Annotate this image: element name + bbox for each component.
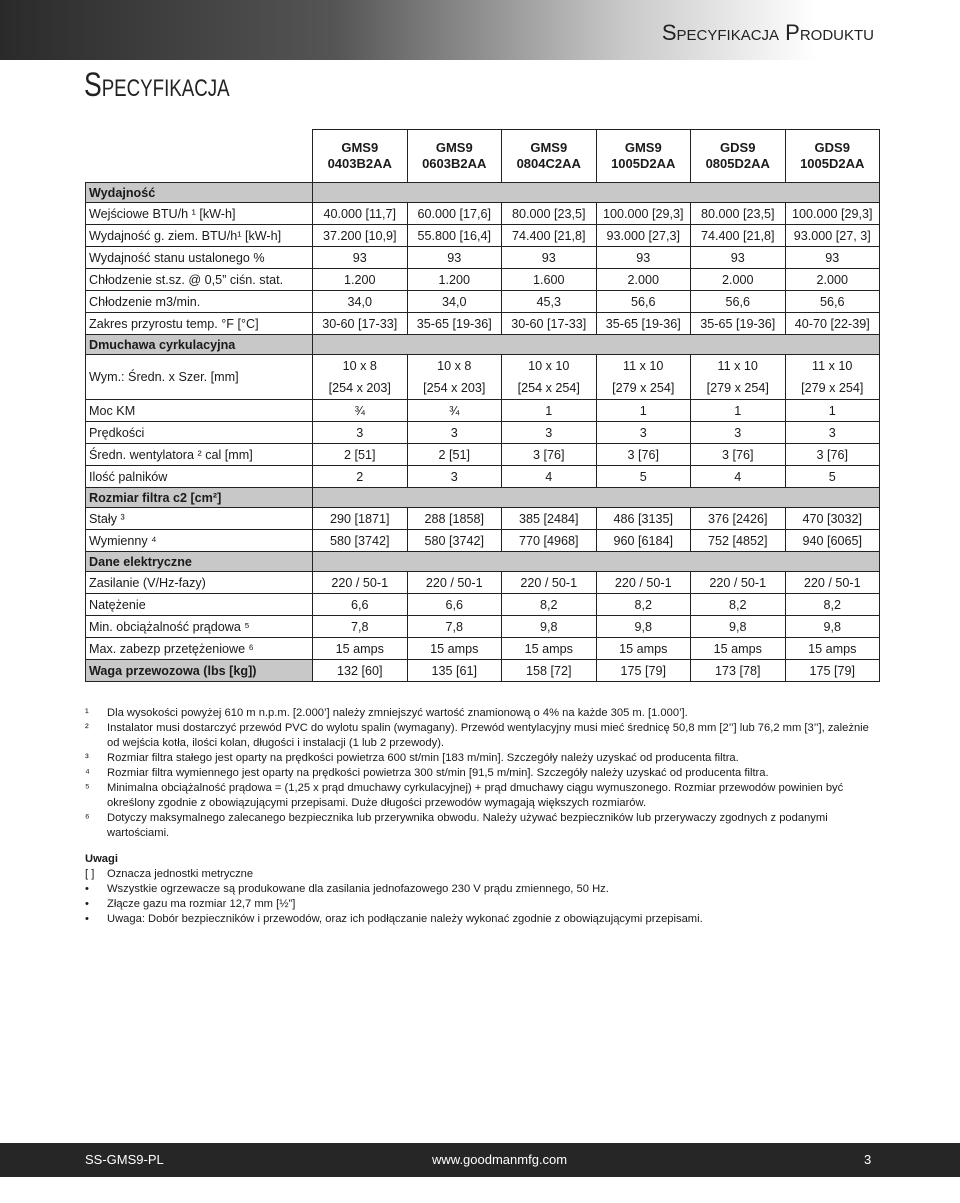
table-cell: 486 [3135] — [596, 508, 691, 530]
table-cell-line: 11 x 10 — [717, 359, 758, 373]
spec-table — [85, 129, 880, 682]
table-cell: 2.000 — [596, 269, 691, 291]
table-cell: 74.400 [21,8] — [691, 225, 786, 247]
table-cell: 56,6 — [691, 291, 786, 313]
table-cell: 580 [3742] — [313, 530, 408, 552]
model-header — [407, 130, 502, 183]
table-cell: 34,0 — [313, 291, 408, 313]
table-cell-line: 10 x 10 — [528, 359, 570, 373]
section-title: Dane elektryczne — [86, 552, 313, 572]
table-cell: 45,3 — [502, 291, 597, 313]
table-cell: 158 [72] — [502, 660, 597, 682]
table-cell-line: [254 x 203] — [328, 381, 391, 395]
model-header-line: 0603B2AA — [422, 156, 487, 171]
row-label: Wymienny ⁴ — [86, 530, 313, 552]
table-cell: 220 / 50-1 — [407, 572, 502, 594]
table-cell: 40.000 [11,7] — [313, 203, 408, 225]
header-corner — [86, 130, 313, 183]
footnote — [85, 721, 875, 751]
table-row — [86, 638, 880, 660]
table-row — [86, 247, 880, 269]
model-header-line: 1005D2AA — [611, 156, 676, 171]
table-cell — [502, 355, 597, 400]
model-header-line: 0804C2AA — [516, 156, 581, 171]
table-cell: 9,8 — [596, 616, 691, 638]
table-cell: 580 [3742] — [407, 530, 502, 552]
table-cell: 93 — [313, 247, 408, 269]
row-label: Wym.: Średn. x Szer. [mm] — [86, 355, 313, 400]
footnote-text: Dotyczy maksymalnego zalecanego bezpiecznika lub przerywnika obwodu. Należy używać bezpieczników lub przerywaczy zgodnych z podanymi wartościami. — [107, 812, 828, 839]
table-cell: 220 / 50-1 — [502, 572, 597, 594]
table-cell: 93.000 [27,3] — [596, 225, 691, 247]
table-cell: 93 — [691, 247, 786, 269]
note-text: Złącze gazu ma rozmiar 12,7 mm [½”] — [107, 898, 296, 910]
model-header-line: GDS9 — [720, 140, 756, 155]
note-text: Wszystkie ogrzewacze są produkowane dla zasilania jednofazowego 230 V prądu zmiennego, 50 Hz. — [107, 883, 609, 895]
table-cell-line: [279 x 254] — [706, 381, 769, 395]
footnote — [85, 781, 875, 811]
row-label: Prędkości — [86, 422, 313, 444]
table-cell: 60.000 [17,6] — [407, 203, 502, 225]
table-cell: 376 [2426] — [691, 508, 786, 530]
table-cell: 93.000 [27, 3] — [785, 225, 880, 247]
table-cell: 3 [76] — [691, 444, 786, 466]
table-cell: 1.600 — [502, 269, 597, 291]
table-cell: 15 amps — [407, 638, 502, 660]
table-row — [86, 466, 880, 488]
row-label: Max. zabezp przetężeniowe ⁶ — [86, 638, 313, 660]
model-header-line: GMS9 — [435, 140, 473, 155]
table-cell: 1.200 — [407, 269, 502, 291]
table-cell — [596, 355, 691, 400]
section-filler — [313, 552, 880, 572]
table-cell: 30-60 [17-33] — [313, 313, 408, 335]
table-cell: 220 / 50-1 — [596, 572, 691, 594]
table-cell: 4 — [691, 466, 786, 488]
table-row — [86, 422, 880, 444]
section-title: Wydajność — [86, 183, 313, 203]
table-cell: ¾ — [407, 400, 502, 422]
row-label: Wejściowe BTU/h ¹ [kW-h] — [86, 203, 313, 225]
footnote-text: Rozmiar filtra wymiennego jest oparty na prędkości powietrza 300 st/min [91,5 m/min]. Szczegóły należy uzyskać od producenta filtra. — [107, 767, 769, 779]
notes-list — [85, 867, 875, 927]
note-mark: • — [85, 883, 89, 895]
note-mark: [ ] — [85, 868, 95, 880]
table-cell: 220 / 50-1 — [691, 572, 786, 594]
table-cell: 5 — [596, 466, 691, 488]
table-cell: 15 amps — [785, 638, 880, 660]
table-cell: 2.000 — [691, 269, 786, 291]
note-item — [85, 897, 875, 912]
row-label: Ilość palników — [86, 466, 313, 488]
note-text: Uwaga: Dobór bezpieczników i przewodów, oraz ich podłączanie należy wykonać zgodnie z obowiązującymi przepisami. — [107, 913, 703, 925]
notes-title: Uwagi — [85, 853, 118, 865]
website: www.goodmanmfg.com — [432, 1152, 568, 1167]
table-cell: 3 — [691, 422, 786, 444]
table-cell-line: [254 x 254] — [517, 381, 580, 395]
row-label: Stały ³ — [86, 508, 313, 530]
footnote-mark: ⁶ — [85, 812, 90, 824]
table-header-row — [86, 130, 880, 183]
section-title: Waga przewozowa (lbs [kg]) — [86, 660, 313, 682]
table-row — [86, 269, 880, 291]
table-cell: 9,8 — [785, 616, 880, 638]
table-cell-line: 10 x 8 — [342, 359, 377, 373]
table-cell: 6,6 — [407, 594, 502, 616]
table-cell: 2 — [313, 466, 408, 488]
footnote — [85, 766, 875, 781]
table-cell: 93 — [502, 247, 597, 269]
row-label: Zasilanie (V/Hz-fazy) — [86, 572, 313, 594]
table-cell: 55.800 [16,4] — [407, 225, 502, 247]
table-cell: 1 — [785, 400, 880, 422]
table-cell: 220 / 50-1 — [785, 572, 880, 594]
table-row — [86, 400, 880, 422]
table-cell: 40-70 [22-39] — [785, 313, 880, 335]
page-title: Specyfikacja — [84, 66, 230, 104]
table-cell: 34,0 — [407, 291, 502, 313]
row-label: Średn. wentylatora ² cal [mm] — [86, 444, 313, 466]
table-cell: 752 [4852] — [691, 530, 786, 552]
model-header — [313, 130, 408, 183]
footnote-text: Dla wysokości powyżej 610 m n.p.m. [2.000’] należy zmniejszyć wartość znamionową o 4% na każde 305 m. [1.000’]. — [107, 707, 688, 719]
table-cell: 385 [2484] — [502, 508, 597, 530]
table-cell: 2.000 — [785, 269, 880, 291]
table-cell: 1 — [596, 400, 691, 422]
table-cell-line: [279 x 254] — [612, 381, 675, 395]
row-label: Zakres przyrostu temp. °F [°C] — [86, 313, 313, 335]
footnote-mark: ³ — [85, 752, 89, 764]
footnote-text: Minimalna obciążalność prądowa = (1,25 x prąd dmuchawy cyrkulacyjnej) + prąd dmuchawy ciągu wymuszonego. Rozmiar przewodów powinien być określony zgodnie z obowiązującymi przepisami. Duże długości przewodów wymagają większych rozmiarów. — [107, 782, 844, 809]
model-header-line: GMS9 — [624, 140, 662, 155]
table-cell: 175 [79] — [785, 660, 880, 682]
row-label: Natężenie — [86, 594, 313, 616]
footnotes — [85, 706, 875, 927]
section-title: Rozmiar filtra c2 [cm²] — [86, 488, 313, 508]
table-cell — [313, 355, 408, 400]
table-cell: 940 [6065] — [785, 530, 880, 552]
table-cell: 93 — [785, 247, 880, 269]
section-row — [86, 183, 880, 203]
table-cell: 9,8 — [691, 616, 786, 638]
table-cell: 8,2 — [691, 594, 786, 616]
footnote-list — [85, 706, 875, 841]
table-cell-line: 10 x 8 — [437, 359, 472, 373]
model-header — [596, 130, 691, 183]
table-cell: 93 — [596, 247, 691, 269]
table-cell: 8,2 — [596, 594, 691, 616]
footnote-text: Instalator musi dostarczyć przewód PVC do wylotu spalin (wymagany). Przewód wentylacyjny musi mieć średnicę 50,8 mm [2’’] lub 76,2 mm [3’’], zależnie od wejścia kotła, ilości kolan, długości i instalacji (1 lub 2 przewody). — [107, 722, 869, 749]
table-cell: 30-60 [17-33] — [502, 313, 597, 335]
model-header-line: 0403B2AA — [327, 156, 392, 171]
table-cell: 3 — [313, 422, 408, 444]
table-row — [86, 225, 880, 247]
table-row — [86, 313, 880, 335]
table-cell: 56,6 — [596, 291, 691, 313]
footnote-mark: ⁵ — [85, 782, 90, 794]
note-item — [85, 912, 875, 927]
table-cell: 35-65 [19-36] — [596, 313, 691, 335]
footnote — [85, 706, 875, 721]
table-cell: 1 — [502, 400, 597, 422]
section-row — [86, 552, 880, 572]
table-row — [86, 572, 880, 594]
table-cell: 80.000 [23,5] — [691, 203, 786, 225]
table-cell: 37.200 [10,9] — [313, 225, 408, 247]
row-label: Wydajność stanu ustalonego % — [86, 247, 313, 269]
table-row — [86, 444, 880, 466]
table-row — [86, 355, 880, 400]
table-cell: 93 — [407, 247, 502, 269]
note-text: Oznacza jednostki metryczne — [107, 868, 254, 880]
table-row — [86, 508, 880, 530]
table-cell: 290 [1871] — [313, 508, 408, 530]
footnote-text: Rozmiar filtra stałego jest oparty na prędkości powietrza 600 st/min [183 m/min]. Szczegóły należy uzyskać od producenta filtra. — [107, 752, 739, 764]
section-row — [86, 335, 880, 355]
model-header-line: GMS9 — [530, 140, 568, 155]
table-cell-line: 11 x 10 — [623, 359, 664, 373]
section-title: Specyfikacja Produktu — [661, 20, 874, 45]
table-cell: 288 [1858] — [407, 508, 502, 530]
table-cell: 3 [76] — [502, 444, 597, 466]
note-mark: • — [85, 898, 89, 910]
footnote — [85, 811, 875, 841]
section-row — [86, 660, 880, 682]
table-cell: 135 [61] — [407, 660, 502, 682]
table-cell: 3 — [596, 422, 691, 444]
model-header-line: 0805D2AA — [705, 156, 770, 171]
table-cell: 220 / 50-1 — [313, 572, 408, 594]
table-cell: 35-65 [19-36] — [691, 313, 786, 335]
model-header-line: GMS9 — [341, 140, 379, 155]
model-header — [502, 130, 597, 183]
model-header-line: GDS9 — [814, 140, 850, 155]
table-cell: 100.000 [29,3] — [596, 203, 691, 225]
table-cell: 132 [60] — [313, 660, 408, 682]
table-cell: 770 [4968] — [502, 530, 597, 552]
table-cell: 5 — [785, 466, 880, 488]
table-cell-line: [254 x 203] — [423, 381, 486, 395]
table-cell: 1 — [691, 400, 786, 422]
model-header-line: 1005D2AA — [800, 156, 865, 171]
table-cell: 7,8 — [407, 616, 502, 638]
row-label: Min. obciążalność prądowa ⁵ — [86, 616, 313, 638]
row-label: Chłodzenie st.sz. @ 0,5” ciśn. stat. — [86, 269, 313, 291]
table-cell: 6,6 — [313, 594, 408, 616]
table-cell: 56,6 — [785, 291, 880, 313]
footnote-mark: ² — [85, 722, 89, 734]
note-item — [85, 882, 875, 897]
section-filler — [313, 335, 880, 355]
table-row — [86, 203, 880, 225]
table-cell: 3 — [407, 466, 502, 488]
table-cell: 15 amps — [502, 638, 597, 660]
row-label: Wydajność g. ziem. BTU/h¹ [kW-h] — [86, 225, 313, 247]
table-cell: 960 [6184] — [596, 530, 691, 552]
table-cell: 3 [76] — [596, 444, 691, 466]
table-cell: 1.200 — [313, 269, 408, 291]
table-cell: 3 — [407, 422, 502, 444]
table-cell: ¾ — [313, 400, 408, 422]
table-cell: 470 [3032] — [785, 508, 880, 530]
table-cell — [785, 355, 880, 400]
model-header — [785, 130, 880, 183]
footnote-mark: ¹ — [85, 707, 89, 719]
footnote — [85, 751, 875, 766]
table-cell: 3 — [502, 422, 597, 444]
table-row — [86, 291, 880, 313]
table-row — [86, 616, 880, 638]
table-cell: 3 [76] — [785, 444, 880, 466]
note-item — [85, 867, 875, 882]
table-cell: 8,2 — [502, 594, 597, 616]
table-cell: 2 [51] — [407, 444, 502, 466]
table-cell-line: [279 x 254] — [801, 381, 864, 395]
table-cell: 173 [78] — [691, 660, 786, 682]
page-number: 3 — [864, 1152, 872, 1167]
table-cell: 35-65 [19-36] — [407, 313, 502, 335]
table-cell: 4 — [502, 466, 597, 488]
note-mark: • — [85, 913, 89, 925]
section-filler — [313, 183, 880, 203]
model-header — [691, 130, 786, 183]
section-filler — [313, 488, 880, 508]
row-label: Chłodzenie m3/min. — [86, 291, 313, 313]
table-cell — [691, 355, 786, 400]
footer-bar — [0, 1143, 960, 1177]
table-cell: 100.000 [29,3] — [785, 203, 880, 225]
table-cell: 15 amps — [313, 638, 408, 660]
table-cell: 175 [79] — [596, 660, 691, 682]
table-cell: 2 [51] — [313, 444, 408, 466]
table-cell-line: 11 x 10 — [812, 359, 853, 373]
table-cell: 8,2 — [785, 594, 880, 616]
section-title: Dmuchawa cyrkulacyjna — [86, 335, 313, 355]
table-cell: 80.000 [23,5] — [502, 203, 597, 225]
table-cell — [407, 355, 502, 400]
table-cell: 74.400 [21,8] — [502, 225, 597, 247]
section-row — [86, 488, 880, 508]
row-label: Moc KM — [86, 400, 313, 422]
table-cell: 15 amps — [691, 638, 786, 660]
table-cell: 7,8 — [313, 616, 408, 638]
table-row — [86, 530, 880, 552]
table-row — [86, 594, 880, 616]
table-cell: 9,8 — [502, 616, 597, 638]
footnote-mark: ⁴ — [85, 767, 90, 779]
doc-code: SS-GMS9-PL — [85, 1152, 164, 1167]
table-cell: 3 — [785, 422, 880, 444]
table-cell: 15 amps — [596, 638, 691, 660]
